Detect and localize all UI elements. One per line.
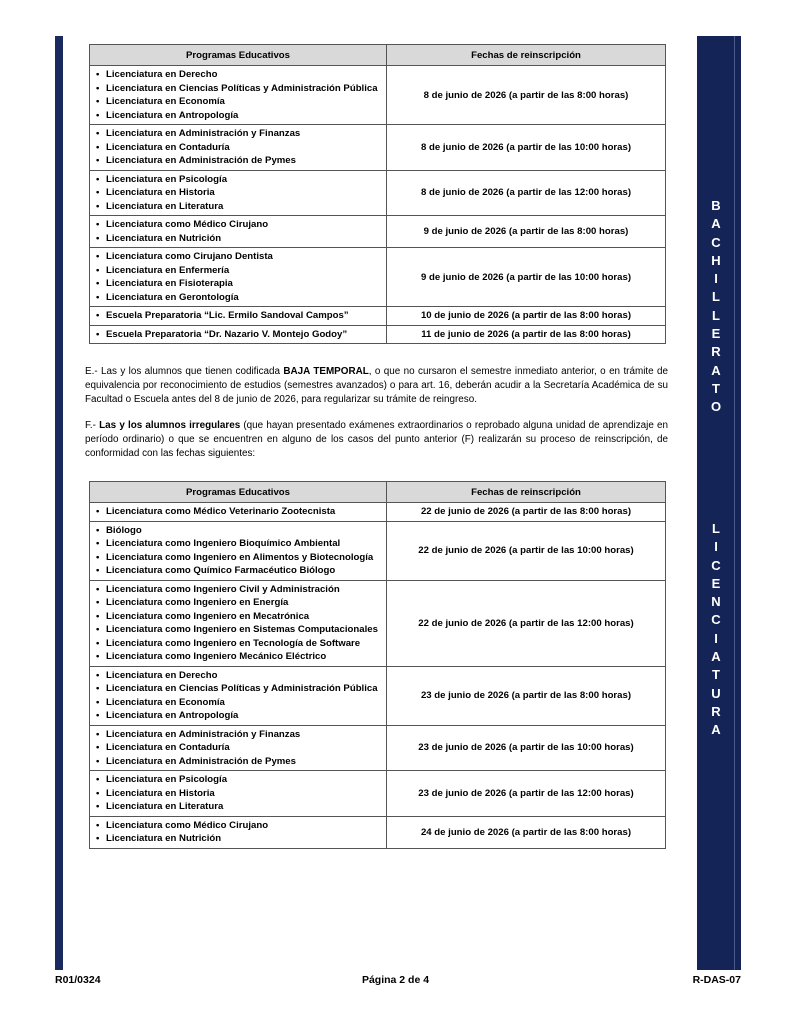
- table-row: [90, 248, 666, 307]
- side-band-line: [734, 36, 735, 970]
- side-letter: O: [710, 399, 722, 415]
- table-row: [90, 580, 666, 666]
- table-row: [90, 307, 666, 326]
- date-cell: 9 de junio de 2026 (a partir de las 10:00 horas): [387, 248, 666, 307]
- paragraph-f-suffix: (que hayan presentado exámenes extraordinarios o reprobado alguna unidad de aprendizaje en período ordinario) o que se encuentren en alguno de los casos del punto anterior (F) realizarán su proceso de reinscripción, de conformidad con las fechas siguientes:: [85, 420, 669, 459]
- table-header-row: [90, 482, 666, 503]
- program-item: • Licenciatura como Ingeniero Mecánico Eléctrico: [96, 650, 380, 664]
- side-word-bachillerato: [697, 197, 735, 417]
- header-programs: Programas Educativos: [90, 45, 387, 66]
- side-letter: A: [711, 649, 721, 665]
- side-letter: A: [711, 216, 721, 232]
- table-row: [90, 725, 666, 771]
- program-item: • Licenciatura como Ingeniero Civil y Administración: [96, 583, 380, 597]
- table-row: [90, 325, 666, 344]
- table-row: [90, 170, 666, 216]
- side-letter: T: [712, 380, 720, 396]
- paragraph-f: [85, 419, 668, 461]
- programs-cell: [90, 216, 387, 248]
- programs-cell: [90, 666, 387, 725]
- programs-cell: [90, 580, 387, 666]
- program-item: • Licenciatura en Ciencias Políticas y Administración Pública: [96, 82, 380, 96]
- program-item: • Licenciatura en Nutrición: [96, 832, 380, 846]
- program-item: • Licenciatura como Químico Farmacéutico Biólogo: [96, 564, 380, 578]
- program-item: • Licenciatura en Economía: [96, 95, 380, 109]
- program-item: • Licenciatura en Administración y Finanzas: [96, 127, 380, 141]
- programs-cell: [90, 325, 387, 344]
- programs-cell: [90, 503, 387, 522]
- date-cell: 8 de junio de 2026 (a partir de las 10:00 horas): [387, 125, 666, 171]
- program-item: • Licenciatura en Contaduría: [96, 741, 380, 755]
- programs-cell: [90, 66, 387, 125]
- footer-code-right: R-DAS-07: [692, 974, 741, 986]
- program-item: • Licenciatura en Historia: [96, 186, 380, 200]
- program-item: • Licenciatura en Administración de Pymes: [96, 154, 380, 168]
- programs-cell: [90, 521, 387, 580]
- program-item: • Licenciatura como Ingeniero en Mecatrónica: [96, 610, 380, 624]
- program-item: • Biólogo: [96, 524, 380, 538]
- paragraph-f-bold: Las y los alumnos irregulares: [99, 420, 241, 431]
- side-letter: A: [711, 362, 721, 378]
- program-item: • Licenciatura como Ingeniero en Sistemas Computacionales: [96, 623, 380, 637]
- program-item: • Licenciatura en Derecho: [96, 669, 380, 683]
- side-letter: C: [711, 234, 721, 250]
- table-row: [90, 666, 666, 725]
- side-letter: T: [712, 667, 720, 683]
- side-letter: C: [711, 557, 721, 573]
- date-cell: 10 de junio de 2026 (a partir de las 8:00 horas): [387, 307, 666, 326]
- program-item: • Escuela Preparatoria “Dr. Nazario V. Montejo Godoy”: [96, 328, 380, 342]
- program-item: • Licenciatura como Ingeniero en Energía: [96, 596, 380, 610]
- program-item: • Licenciatura en Administración y Finanzas: [96, 728, 380, 742]
- side-letter: I: [714, 539, 718, 555]
- program-item: • Licenciatura en Nutrición: [96, 232, 380, 246]
- program-item: • Escuela Preparatoria “Lic. Ermilo Sandoval Campos”: [96, 309, 380, 323]
- program-item: • Licenciatura en Antropología: [96, 709, 380, 723]
- program-item: • Licenciatura como Médico Veterinario Zootecnista: [96, 505, 380, 519]
- side-letter: L: [712, 307, 720, 323]
- header-dates: Fechas de reinscripción: [387, 45, 666, 66]
- paragraph-e-prefix: E.- Las y los alumnos que tienen codificada: [85, 366, 284, 377]
- side-word-licenciatura: [697, 520, 735, 740]
- date-cell: 23 de junio de 2026 (a partir de las 12:00 horas): [387, 771, 666, 817]
- paragraph-e-suffix: , o que no cursaron el semestre inmediato anterior, o en trámite de equivalencia por reconocimiento de estudios (semestres avanzados) o para art. 16, deberán acudir a la Secretaría Académica de su Facultad o Escuela antes del 8 de junio de 2026, para regularizar su trámite de reingreso.: [85, 366, 668, 405]
- side-letter: N: [711, 594, 721, 610]
- side-letter: L: [712, 521, 720, 536]
- program-item: • Licenciatura como Ingeniero Bioquímico Ambiental: [96, 537, 380, 551]
- side-letter: R: [711, 344, 721, 360]
- program-item: • Licenciatura como Ingeniero en Alimentos y Biotecnología: [96, 551, 380, 565]
- program-item: • Licenciatura en Psicología: [96, 773, 380, 787]
- side-letter: U: [711, 685, 721, 701]
- header-dates: Fechas de reinscripción: [387, 482, 666, 503]
- side-letter: R: [711, 703, 721, 719]
- program-item: • Licenciatura en Economía: [96, 696, 380, 710]
- program-item: • Licenciatura en Fisioterapia: [96, 277, 380, 291]
- table-row: [90, 503, 666, 522]
- program-item: • Licenciatura como Médico Cirujano: [96, 819, 380, 833]
- date-cell: 23 de junio de 2026 (a partir de las 10:00 horas): [387, 725, 666, 771]
- program-item: • Licenciatura en Historia: [96, 787, 380, 801]
- programs-cell: [90, 170, 387, 216]
- left-accent-bar: [55, 36, 63, 970]
- page-content: [85, 44, 667, 849]
- programs-cell: [90, 816, 387, 848]
- program-item: • Licenciatura como Médico Cirujano: [96, 218, 380, 232]
- side-letter: L: [712, 289, 720, 305]
- date-cell: 8 de junio de 2026 (a partir de las 12:00 horas): [387, 170, 666, 216]
- paragraph-e: [85, 365, 668, 407]
- date-cell: 24 de junio de 2026 (a partir de las 8:00 horas): [387, 816, 666, 848]
- side-letter: H: [711, 252, 721, 268]
- paragraph-f-prefix: F.-: [85, 420, 100, 431]
- paragraph-e-bold: BAJA TEMPORAL: [283, 366, 369, 377]
- program-item: • Licenciatura en Psicología: [96, 173, 380, 187]
- table-row: [90, 521, 666, 580]
- program-item: • Licenciatura en Literatura: [96, 200, 380, 214]
- table-row: [90, 216, 666, 248]
- footer-code-left: R01/0324: [55, 974, 101, 986]
- program-item: • Licenciatura en Antropología: [96, 109, 380, 123]
- programs-cell: [90, 725, 387, 771]
- side-letter: I: [714, 630, 718, 646]
- side-letter: E: [711, 575, 721, 591]
- table-row: [90, 125, 666, 171]
- program-item: • Licenciatura en Administración de Pymes: [96, 755, 380, 769]
- date-cell: 9 de junio de 2026 (a partir de las 8:00 horas): [387, 216, 666, 248]
- programs-cell: [90, 125, 387, 171]
- side-letter: C: [711, 612, 721, 628]
- side-band: [697, 36, 741, 970]
- side-letter: I: [714, 271, 718, 287]
- side-letter: A: [711, 722, 721, 738]
- schedule-table-2: [89, 481, 666, 849]
- side-letter: B: [711, 198, 721, 213]
- program-item: • Licenciatura como Ingeniero en Tecnología de Software: [96, 637, 380, 651]
- date-cell: 22 de junio de 2026 (a partir de las 8:00 horas): [387, 503, 666, 522]
- footer-page-number: Página 2 de 4: [361, 974, 430, 986]
- program-item: • Licenciatura en Literatura: [96, 800, 380, 814]
- table-header-row: [90, 45, 666, 66]
- programs-cell: [90, 771, 387, 817]
- program-item: • Licenciatura en Enfermería: [96, 264, 380, 278]
- date-cell: 22 de junio de 2026 (a partir de las 12:00 horas): [387, 580, 666, 666]
- date-cell: 22 de junio de 2026 (a partir de las 10:00 horas): [387, 521, 666, 580]
- side-letter: E: [711, 326, 721, 342]
- table-row: [90, 816, 666, 848]
- schedule-table-1: [89, 44, 666, 344]
- header-programs: Programas Educativos: [90, 482, 387, 503]
- program-item: • Licenciatura en Gerontología: [96, 291, 380, 305]
- programs-cell: [90, 248, 387, 307]
- date-cell: 8 de junio de 2026 (a partir de las 8:00 horas): [387, 66, 666, 125]
- date-cell: 11 de junio de 2026 (a partir de las 8:00 horas): [387, 325, 666, 344]
- programs-cell: [90, 307, 387, 326]
- program-item: • Licenciatura como Cirujano Dentista: [96, 250, 380, 264]
- table-row: [90, 771, 666, 817]
- program-item: • Licenciatura en Contaduría: [96, 141, 380, 155]
- date-cell: 23 de junio de 2026 (a partir de las 8:00 horas): [387, 666, 666, 725]
- program-item: • Licenciatura en Derecho: [96, 68, 380, 82]
- table-row: [90, 66, 666, 125]
- program-item: • Licenciatura en Ciencias Políticas y Administración Pública: [96, 682, 380, 696]
